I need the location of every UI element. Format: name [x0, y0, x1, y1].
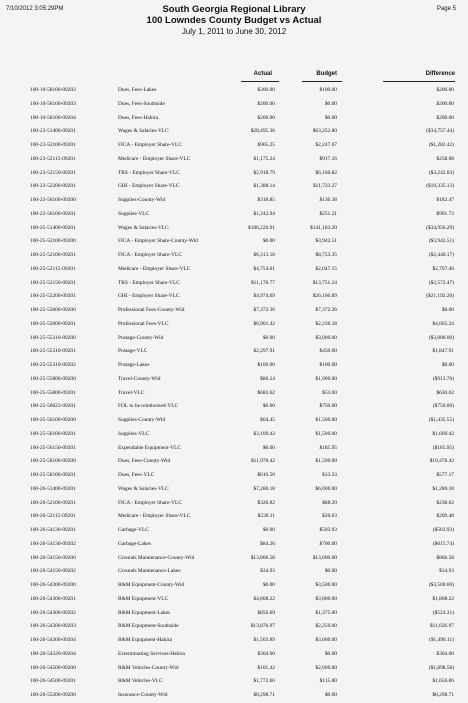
- actual-amount: $1,772.66: [253, 678, 275, 685]
- actual-amount: $610.50: [257, 472, 275, 478]
- line-description: Wages & Salaries-VLC: [118, 128, 169, 135]
- account-number: 100-26-54300-09200: [30, 582, 76, 588]
- budget-amount: $3,942.51: [315, 238, 337, 245]
- actual-amount: $101.42: [257, 664, 275, 671]
- table-row: [0, 662, 468, 676]
- table-row: [0, 373, 468, 387]
- line-description: TRS - Employer Share-VLC: [118, 169, 180, 176]
- budget-amount: $33.33: [322, 472, 337, 478]
- account-number: 100-25-53000-09200: [30, 307, 76, 313]
- difference-amount: ($750.00): [432, 403, 454, 410]
- table-row: [0, 208, 468, 222]
- actual-amount: $13,876.97: [250, 623, 275, 630]
- budget-amount: $6,000.00: [315, 485, 337, 492]
- col-actual: Actual: [253, 71, 272, 77]
- table-row: [0, 112, 468, 126]
- actual-amount: $965.25: [257, 142, 275, 148]
- actual-amount: $318.85: [257, 197, 275, 203]
- actual-amount: $230.11: [257, 513, 275, 520]
- budget-amount: $13,751.24: [312, 279, 337, 286]
- table-row: [0, 222, 468, 236]
- line-description: FICA - Employer Share-VLC: [118, 499, 182, 506]
- report-period: July 1, 2011 to June 30, 2012: [181, 27, 287, 36]
- table-row: [0, 277, 468, 291]
- budget-table: [0, 84, 468, 703]
- actual-amount: $0.00: [262, 238, 275, 245]
- actual-amount: $0.00: [262, 334, 275, 341]
- budget-amount: $20.63: [322, 513, 337, 520]
- difference-amount: ($524.31): [432, 609, 454, 616]
- table-row: [0, 359, 468, 373]
- line-description: Professional Fees-VLC: [118, 320, 169, 327]
- table-row: [0, 249, 468, 263]
- table-row: [0, 552, 468, 566]
- difference-amount: ($1,898.58): [428, 664, 454, 671]
- difference-amount: $304.00: [436, 650, 454, 657]
- budget-amount: $1,500.00: [315, 417, 337, 423]
- actual-amount: $11,978.42: [250, 458, 275, 465]
- actual-amount: $200.00: [257, 114, 275, 121]
- budget-amount: $2,047.15: [315, 265, 337, 272]
- table-row: [0, 98, 468, 112]
- line-description: R&M Equipment-Hahira: [118, 637, 173, 643]
- budget-amount: $1,000.00: [315, 375, 337, 382]
- actual-amount: $13,866.58: [250, 554, 275, 561]
- account-number: 100-25-56023-09201: [30, 403, 76, 410]
- actual-amount: $2,297.91: [253, 348, 275, 355]
- budget-amount: $2,247.67: [315, 142, 337, 148]
- table-row: [0, 153, 468, 167]
- difference-amount: $1,609.42: [432, 430, 454, 437]
- budget-underline: [302, 81, 342, 82]
- account-number: 100-25-55800-09201: [30, 389, 76, 396]
- line-description: R&M Equipment-VLC: [118, 595, 169, 602]
- account-number: 100-26-54300-09202: [30, 609, 76, 616]
- difference-amount: $258.08: [436, 155, 454, 162]
- difference-amount: $10,478.42: [429, 458, 454, 465]
- table-row: [0, 125, 468, 139]
- line-description: Supplies-County-Wid: [118, 197, 166, 203]
- difference-amount: $209.48: [436, 513, 454, 520]
- table-row: [0, 139, 468, 153]
- actual-amount: $6,313.18: [253, 252, 275, 258]
- line-description: Insurance-County-Wid: [118, 692, 168, 698]
- account-number: 100-26-52115-09201: [30, 513, 76, 520]
- account-number: 100-23-56100-09200: [30, 197, 76, 203]
- table-row: [0, 483, 468, 497]
- difference-amount: ($2,440.17): [428, 252, 454, 258]
- account-number: 100-26-54320-09204: [30, 650, 76, 657]
- difference-amount: $11,626.97: [429, 623, 454, 630]
- difference-amount: $2,707.46: [432, 265, 454, 272]
- table-row: [0, 579, 468, 593]
- line-description: R&M Equipment-Lakes: [118, 609, 171, 616]
- difference-amount: ($3,242.03): [428, 169, 454, 176]
- account-number: 100-26-55200-09200: [30, 692, 76, 698]
- line-description: Dues, Fees-Lakes: [118, 87, 157, 93]
- account-number: 100-25-53000-09201: [30, 320, 76, 327]
- budget-amount: $100.00: [319, 362, 337, 368]
- budget-amount: $3,000.00: [315, 334, 337, 341]
- table-row: [0, 565, 468, 579]
- budget-amount: $0.00: [324, 568, 337, 575]
- account-number: 100-26-54300-09203: [30, 623, 76, 630]
- budget-amount: $0.00: [324, 114, 337, 121]
- table-row: [0, 497, 468, 511]
- line-description: GHI - Employer Share-VLC: [118, 293, 180, 300]
- actual-amount: $304.00: [257, 650, 275, 657]
- account-number: 100-26-54150-09202: [30, 568, 76, 575]
- actual-amount: $1,242.94: [253, 210, 275, 217]
- table-row: [0, 455, 468, 469]
- account-number: 100-26-52100-09201: [30, 499, 76, 506]
- table-row: [0, 428, 468, 442]
- table-row: [0, 263, 468, 277]
- line-description: Garbage-VLC: [118, 527, 149, 533]
- difference-amount: $238.62: [436, 499, 454, 506]
- account-number: 100-26-54300-09201: [30, 595, 76, 602]
- col-difference: Difference: [425, 71, 455, 77]
- budget-amount: $917.16: [319, 155, 337, 162]
- account-number: 100-25-56150-09201: [30, 444, 76, 451]
- line-description: R&M Vehicles-VLC: [118, 678, 163, 685]
- budget-amount: $115.80: [319, 678, 337, 685]
- difference-amount: ($913.76): [432, 375, 454, 382]
- budget-amount: $1,500.00: [315, 430, 337, 437]
- table-row: [0, 538, 468, 552]
- page-number: Page 5: [436, 6, 456, 12]
- table-row: [0, 304, 468, 318]
- line-description: FICA - Employer Share-County-Wid: [118, 238, 198, 245]
- line-description: R&M Equipment-County-Wid: [118, 582, 185, 588]
- difference-underline: [383, 81, 455, 82]
- actual-amount: $3,109.42: [253, 430, 275, 437]
- difference-amount: $182.47: [436, 197, 454, 203]
- budget-amount: $2,000.00: [315, 664, 337, 671]
- budget-amount: $6,160.82: [315, 169, 337, 176]
- line-description: FICA - Employer Share-VLC: [118, 252, 182, 258]
- account-number: 100-25-55310-09202: [30, 362, 76, 368]
- difference-amount: ($34,757.44): [426, 128, 454, 135]
- line-description: Dues, Fees-Hahira: [118, 114, 159, 121]
- account-number: 100-26-54130-09201: [30, 527, 76, 533]
- account-number: 100-23-52200-09201: [30, 183, 76, 190]
- actual-amount: $4,754.61: [253, 265, 275, 272]
- account-number: 100-26-54130-09202: [30, 540, 76, 547]
- table-row: [0, 84, 468, 98]
- account-number: 100-25-58100-09201: [30, 472, 76, 478]
- table-row: [0, 180, 468, 194]
- actual-amount: $7,372.36: [253, 307, 275, 313]
- actual-amount: $0.00: [262, 403, 275, 410]
- table-row: [0, 442, 468, 456]
- account-number: 100-25-56100-09200: [30, 417, 76, 423]
- budget-amount: $0.00: [324, 100, 337, 107]
- difference-amount: $4,665.24: [432, 320, 454, 327]
- difference-amount: $8,298.71: [432, 692, 454, 698]
- line-description: Supplies-County-Wid: [118, 417, 166, 423]
- table-row: [0, 345, 468, 359]
- actual-amount: $4,974.69: [253, 293, 275, 300]
- difference-amount: $1,656.86: [432, 678, 454, 685]
- account-number: 100-25-52100-09201: [30, 252, 76, 258]
- column-headers: [0, 71, 468, 80]
- report-subtitle: 100 Lowndes County Budget vs Actual: [146, 15, 322, 26]
- line-description: Supplies-VLC: [118, 210, 150, 217]
- difference-amount: $0.00: [441, 362, 454, 368]
- difference-amount: $577.17: [436, 472, 454, 478]
- line-description: Dues, Fees-Southside: [118, 100, 165, 107]
- table-row: [0, 332, 468, 346]
- actual-amount: $4,808.22: [253, 595, 275, 602]
- difference-amount: ($1,282.42): [428, 142, 454, 148]
- col-budget: Budget: [316, 71, 337, 77]
- difference-amount: ($34,956.29): [426, 224, 454, 231]
- actual-amount: $28,495.36: [250, 128, 275, 135]
- line-description: Exterminating Services-Hahira: [118, 650, 185, 657]
- account-number: 100-25-51400-09201: [30, 224, 76, 231]
- line-description: Medicare - Employer Share-VLC: [118, 155, 191, 162]
- actual-amount: $1,175.24: [253, 155, 275, 162]
- difference-amount: ($2,572.47): [428, 279, 454, 286]
- account-number: 100-23-52150-09201: [30, 169, 76, 176]
- difference-amount: ($21,192.20): [426, 293, 454, 300]
- actual-amount: $8,298.71: [253, 692, 275, 698]
- budget-amount: $88.20: [322, 499, 337, 506]
- budget-amount: $63,252.80: [312, 128, 337, 135]
- account-number: 100-25-52115-09201: [30, 265, 76, 272]
- account-number: 100-10-58100-09204: [30, 114, 76, 121]
- table-row: [0, 469, 468, 483]
- table-row: [0, 648, 468, 662]
- budget-amount: $1,500.00: [315, 458, 337, 465]
- actual-amount: $84.26: [260, 540, 275, 547]
- budget-amount: $251.21: [319, 210, 337, 217]
- account-number: 100-25-55310-09201: [30, 348, 76, 355]
- account-number: 100-23-52100-09201: [30, 142, 76, 148]
- line-description: Professional Fees-County-Wid: [118, 307, 185, 313]
- difference-amount: ($3,000.00): [428, 334, 454, 341]
- line-description: Expendable Equipment-VLC: [118, 444, 182, 451]
- account-number: 100-25-52200-09201: [30, 293, 76, 300]
- print-timestamp: 7/10/2012 3:05:29PM: [6, 6, 64, 12]
- account-number: 100-25-55800-09200: [30, 375, 76, 382]
- difference-amount: ($503.93): [432, 527, 454, 533]
- actual-amount: $86.24: [260, 375, 275, 382]
- account-number: 100-25-52100-09200: [30, 238, 76, 245]
- budget-amount: $0.00: [324, 692, 337, 698]
- difference-amount: ($1,435.55): [428, 417, 454, 423]
- account-number: 100-26-54150-09200: [30, 554, 76, 561]
- difference-amount: ($1,496.11): [429, 637, 454, 643]
- line-description: FICA - Employer Share-VLC: [118, 142, 182, 148]
- table-row: [0, 290, 468, 304]
- budget-amount: $0.00: [324, 650, 337, 657]
- account-number: 100-10-58100-09202: [30, 87, 76, 93]
- budget-amount: $1,375.00: [315, 609, 337, 616]
- difference-amount: $200.00: [436, 100, 454, 107]
- line-description: Wages & Salaries-VLC: [118, 485, 169, 492]
- line-description: Postage-Lakes: [118, 362, 150, 368]
- difference-amount: $200.00: [436, 87, 454, 93]
- table-row: [0, 607, 468, 621]
- budget-amount: $750.00: [319, 403, 337, 410]
- table-row: [0, 620, 468, 634]
- table-row: [0, 634, 468, 648]
- line-description: Travel-VLC: [118, 389, 145, 396]
- line-description: Supplies-VLC: [118, 430, 150, 437]
- line-description: Grounds Maintenance-County-Wid: [118, 554, 195, 561]
- actual-amount: $7,280.18: [253, 485, 275, 492]
- budget-amount: $185.95: [319, 444, 337, 451]
- account-number: 100-23-56100-09201: [30, 210, 76, 217]
- difference-amount: $630.62: [436, 389, 454, 396]
- table-row: [0, 524, 468, 538]
- budget-amount: $8,753.35: [315, 252, 337, 258]
- account-number: 100-26-54300-09204: [30, 637, 76, 643]
- line-description: Garbage-Lakes: [118, 540, 151, 547]
- line-description: Medicare - Employer Share-VLC: [118, 513, 191, 520]
- budget-amount: $141,183.20: [310, 224, 337, 231]
- difference-amount: $1,808.22: [432, 595, 454, 602]
- line-description: GHI - Employer Share-VLC: [118, 183, 180, 190]
- budget-amount: $53.00: [322, 389, 337, 396]
- account-number: 100-25-52150-09201: [30, 279, 76, 286]
- actual-amount: $11,178.77: [250, 279, 275, 286]
- line-description: Wages & Salaries-VLC: [118, 224, 169, 231]
- budget-amount: $503.93: [319, 527, 337, 533]
- budget-amount: $2,250.00: [315, 623, 337, 630]
- budget-amount: $13,000.00: [312, 554, 337, 561]
- table-row: [0, 235, 468, 249]
- difference-amount: $34.93: [439, 568, 454, 575]
- table-row: [0, 167, 468, 181]
- actual-amount: $2,918.79: [253, 169, 275, 176]
- table-row: [0, 510, 468, 524]
- difference-amount: ($3,942.51): [428, 238, 454, 245]
- table-row: [0, 675, 468, 689]
- account-number: 100-26-54500-09200: [30, 664, 76, 671]
- account-number: 100-26-54500-09201: [30, 678, 76, 685]
- line-description: Medicare - Employer Share-VLC: [118, 265, 191, 272]
- table-row: [0, 318, 468, 332]
- actual-amount: $100.00: [257, 362, 275, 368]
- budget-amount: $3,500.00: [315, 582, 337, 588]
- account-number: 100-26-51400-09201: [30, 485, 76, 492]
- table-row: [0, 689, 468, 703]
- budget-amount: $100.00: [319, 87, 337, 93]
- account-number: 100-23-51400-09201: [30, 128, 76, 135]
- report-titles: [0, 4, 468, 37]
- table-row: [0, 194, 468, 208]
- budget-amount: $7,372.36: [315, 307, 337, 313]
- actual-amount: $6,901.42: [253, 320, 275, 327]
- line-description: Dues, Fees-VLC: [118, 472, 155, 478]
- budget-amount: $11,723.27: [312, 183, 337, 190]
- difference-amount: ($615.74): [432, 540, 454, 547]
- budget-amount: $3,000.00: [315, 637, 337, 643]
- report-title: South Georgia Regional Library: [162, 4, 306, 15]
- difference-amount: $0.00: [441, 307, 454, 313]
- actual-amount: $200.00: [257, 100, 275, 107]
- account-number: 100-23-52115-09201: [30, 155, 76, 162]
- difference-amount: $200.00: [436, 114, 454, 121]
- difference-amount: ($10,335.13): [426, 183, 454, 190]
- budget-amount: $2,236.18: [315, 320, 337, 327]
- budget-amount: $26,166.89: [312, 293, 337, 300]
- budget-amount: $700.00: [319, 540, 337, 547]
- line-description: FOL to be reimbursed-VLC: [118, 403, 179, 410]
- line-description: TRS - Employer Share-VLC: [118, 279, 180, 286]
- difference-amount: $1,280.18: [432, 485, 454, 492]
- actual-amount: $300.00: [257, 87, 275, 93]
- actual-amount: $64.45: [260, 417, 275, 423]
- budget-amount: $3,000.00: [315, 595, 337, 602]
- account-number: 100-25-55310-09200: [30, 334, 76, 341]
- budget-amount: $136.38: [319, 197, 337, 203]
- difference-amount: ($3,500.00): [428, 582, 454, 588]
- actual-amount: $326.82: [257, 499, 275, 506]
- line-description: Dues, Fees-County-Wid: [118, 458, 171, 465]
- actual-amount: $0.00: [262, 527, 275, 533]
- actual-amount: $850.69: [257, 609, 275, 616]
- table-row: [0, 387, 468, 401]
- actual-amount: $0.00: [262, 444, 275, 451]
- line-description: R&M Equipment-Southside: [118, 623, 179, 630]
- account-number: 100-25-58100-09200: [30, 458, 76, 465]
- actual-amount: $683.62: [257, 389, 275, 396]
- actual-underline: [241, 81, 279, 82]
- actual-amount: $1,503.89: [253, 637, 275, 643]
- account-number: 100-25-56100-09201: [30, 430, 76, 437]
- table-row: [0, 400, 468, 414]
- line-description: Postage-VLC: [118, 348, 148, 355]
- actual-amount: $0.00: [262, 582, 275, 588]
- difference-amount: ($185.95): [432, 444, 454, 451]
- table-row: [0, 414, 468, 428]
- line-description: Travel-County-Wid: [118, 375, 161, 382]
- line-description: Postage-County-Wid: [118, 334, 164, 341]
- actual-amount: $1,388.14: [253, 183, 275, 190]
- line-description: Grounds Maintenance-Lakes: [118, 568, 181, 575]
- difference-amount: $866.58: [436, 554, 454, 561]
- account-number: 100-10-58100-09203: [30, 100, 76, 107]
- actual-amount: $34.93: [260, 568, 275, 575]
- budget-amount: $450.00: [319, 348, 337, 355]
- difference-amount: $991.73: [436, 210, 454, 217]
- actual-amount: $106,226.91: [248, 224, 275, 231]
- difference-amount: $1,847.91: [432, 348, 454, 355]
- line-description: R&M Vehicles-County-Wid: [118, 664, 179, 671]
